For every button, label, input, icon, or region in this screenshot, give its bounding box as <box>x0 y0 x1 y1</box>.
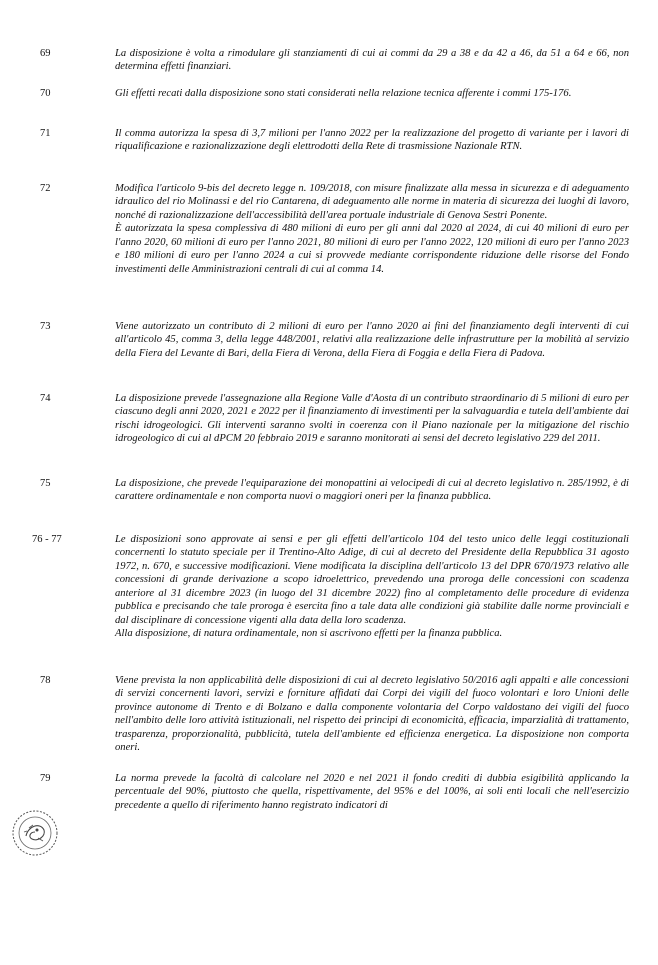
item-number: 78 <box>40 675 51 686</box>
item-number: 73 <box>40 321 51 332</box>
item-text <box>115 392 629 446</box>
item-text <box>115 320 629 360</box>
official-stamp-icon <box>10 808 60 858</box>
item-text <box>115 47 629 74</box>
item-text <box>115 533 629 641</box>
item-number: 71 <box>40 128 51 139</box>
item-number: 75 <box>40 478 51 489</box>
paragraph: La disposizione è volta a rimodulare gli stanziamenti di cui ai commi da 29 a 38 e da 42 a 46, da 51 a 64 e 66, non determina effetti finanziari. <box>115 48 629 73</box>
item-number: 70 <box>40 88 51 99</box>
paragraph: Alla disposizione, di natura ordinamentale, non si ascrivono effetti per la finanza pubblica. <box>115 628 503 640</box>
paragraph: La disposizione prevede l'assegnazione alla Regione Valle d'Aosta di un contributo straordinario di 5 milioni di euro per ciascuno degli anni 2020, 2021 e 2022 per il finanziamento di investimenti per la salvaguardia e tutela dell'ambiente dai rischi idrogeologici. Gli interventi saranno svolti in coerenza con il Piano nazionale per la mitigazione del rischio idrogeologico di cui al dPCM 20 febbraio 2019 e saranno monitorati ai sensi del decreto legislativo 229 del 2011. <box>115 393 629 445</box>
paragraph: È autorizzata la spesa complessiva di 480 milioni di euro per gli anni dal 2020 al 2024, di cui 40 milioni di euro per l'anno 2020, 60 milioni di euro per l'anno 2021, 80 milioni di euro per l'anno 2022, 120 milioni di euro per l'anno 2023 e 180 milioni di euro per l'anno 2024 a cui si provvede mediante corrispondente riduzione delle risorse del Fondo investimenti delle Amministrazioni centrali di cui al comma 14. <box>115 223 629 275</box>
paragraph: Viene autorizzato un contributo di 2 milioni di euro per l'anno 2020 ai fini del finanziamento degli interventi di cui all'articolo 45, comma 3, della legge 448/2001, relativi alla realizzazione delle infrastrutture per la mobilità al servizio della Fiera del Levante di Bari, della Fiera di Verona, della Fiera di Foggia e della Fiera di Padova. <box>115 321 629 359</box>
item-number: 79 <box>40 773 51 784</box>
paragraph: Modifica l'articolo 9-bis del decreto legge n. 109/2018, con misure finalizzate alla messa in sicurezza e di adeguamento idraulico del rio Molinassi e del rio Cantarena, di adeguamento alle norme in materia di sicurezza dei luoghi di lavoro, nonché di razionalizzazione dell'accessibilità dell'area portuale industriale di Genova Sestri Ponente. <box>115 183 629 221</box>
item-text <box>115 674 629 755</box>
item-text <box>115 127 629 154</box>
item-number: 74 <box>40 393 51 404</box>
item-number: 72 <box>40 183 51 194</box>
item-number: 69 <box>40 48 51 59</box>
paragraph: Viene prevista la non applicabilità delle disposizioni di cui al decreto legislativo 50/2016 agli appalti e alle concessioni di servizi concernenti lavori, servizi e forniture affidati dai Corpi dei vigili del fuoco volontari e loro Unioni delle province autonome di Trento e di Bolzano e dalla componente volontaria del Corpo valdostano dei vigili del fuoco nell'ambito delle loro attività istituzionali, nel rispetto dei principi di economicità, efficacia, imparzialità di trattamento, trasparenza, proporzionalità, pubblicità, tutela dell'ambiente ed efficienza energetica. La disposizione non comporta oneri. <box>115 675 629 754</box>
item-text <box>115 87 629 100</box>
paragraph: Il comma autorizza la spesa di 3,7 milioni per l'anno 2022 per la realizzazione del progetto di variante per i lavori di riqualificazione e razionalizzazione degli elettrodotti della Rete di trasmissione Nazionale RTN. <box>115 128 629 153</box>
item-number: 76 - 77 <box>32 534 62 545</box>
item-text <box>115 182 629 276</box>
paragraph: Le disposizioni sono approvate ai sensi e per gli effetti dell'articolo 104 del testo unico delle leggi costituzionali concernenti lo statuto speciale per il Trentino-Alto Adige, di cui al decreto del Presidente della Repubblica 31 agosto 1972, n. 670, e successive modificazioni. Viene modificata la disciplina dell'articolo 13 del DPR 670/1973 relativo alle concessioni di grande derivazione a scopo idroelettrico, prevedendo una proroga delle concessioni con scadenza anteriore al 31 dicembre 2023 (in luogo del 31 dicembre 2022) fino al completamento delle procedure di evidenza pubblica e precisando che tale proroga è esercita fino a tale data alle condizioni già stabilite dalle norme provinciali e dal disciplinare di concessione vigenti alla data della loro scadenza. <box>115 534 629 626</box>
paragraph: La norma prevede la facoltà di calcolare nel 2020 e nel 2021 il fondo crediti di dubbia esigibilità applicando la percentuale del 90%, piuttosto che quella, rispettivamente, del 95% e del 100%, ai soli enti locali che nell'esercizio precedente a quello di riferimento hanno registrato indicatori di <box>115 773 629 811</box>
paragraph: Gli effetti recati dalla disposizione sono stati considerati nella relazione tecnica afferente i commi 175-176. <box>115 88 572 99</box>
item-text <box>115 477 629 504</box>
paragraph: La disposizione, che prevede l'equiparazione dei monopattini ai velocipedi di cui al decreto legislativo n. 285/1992, è di carattere ordinamentale e non comporta nuovi o maggiori oneri per la finanza pubblica. <box>115 478 629 503</box>
item-text <box>115 772 629 812</box>
